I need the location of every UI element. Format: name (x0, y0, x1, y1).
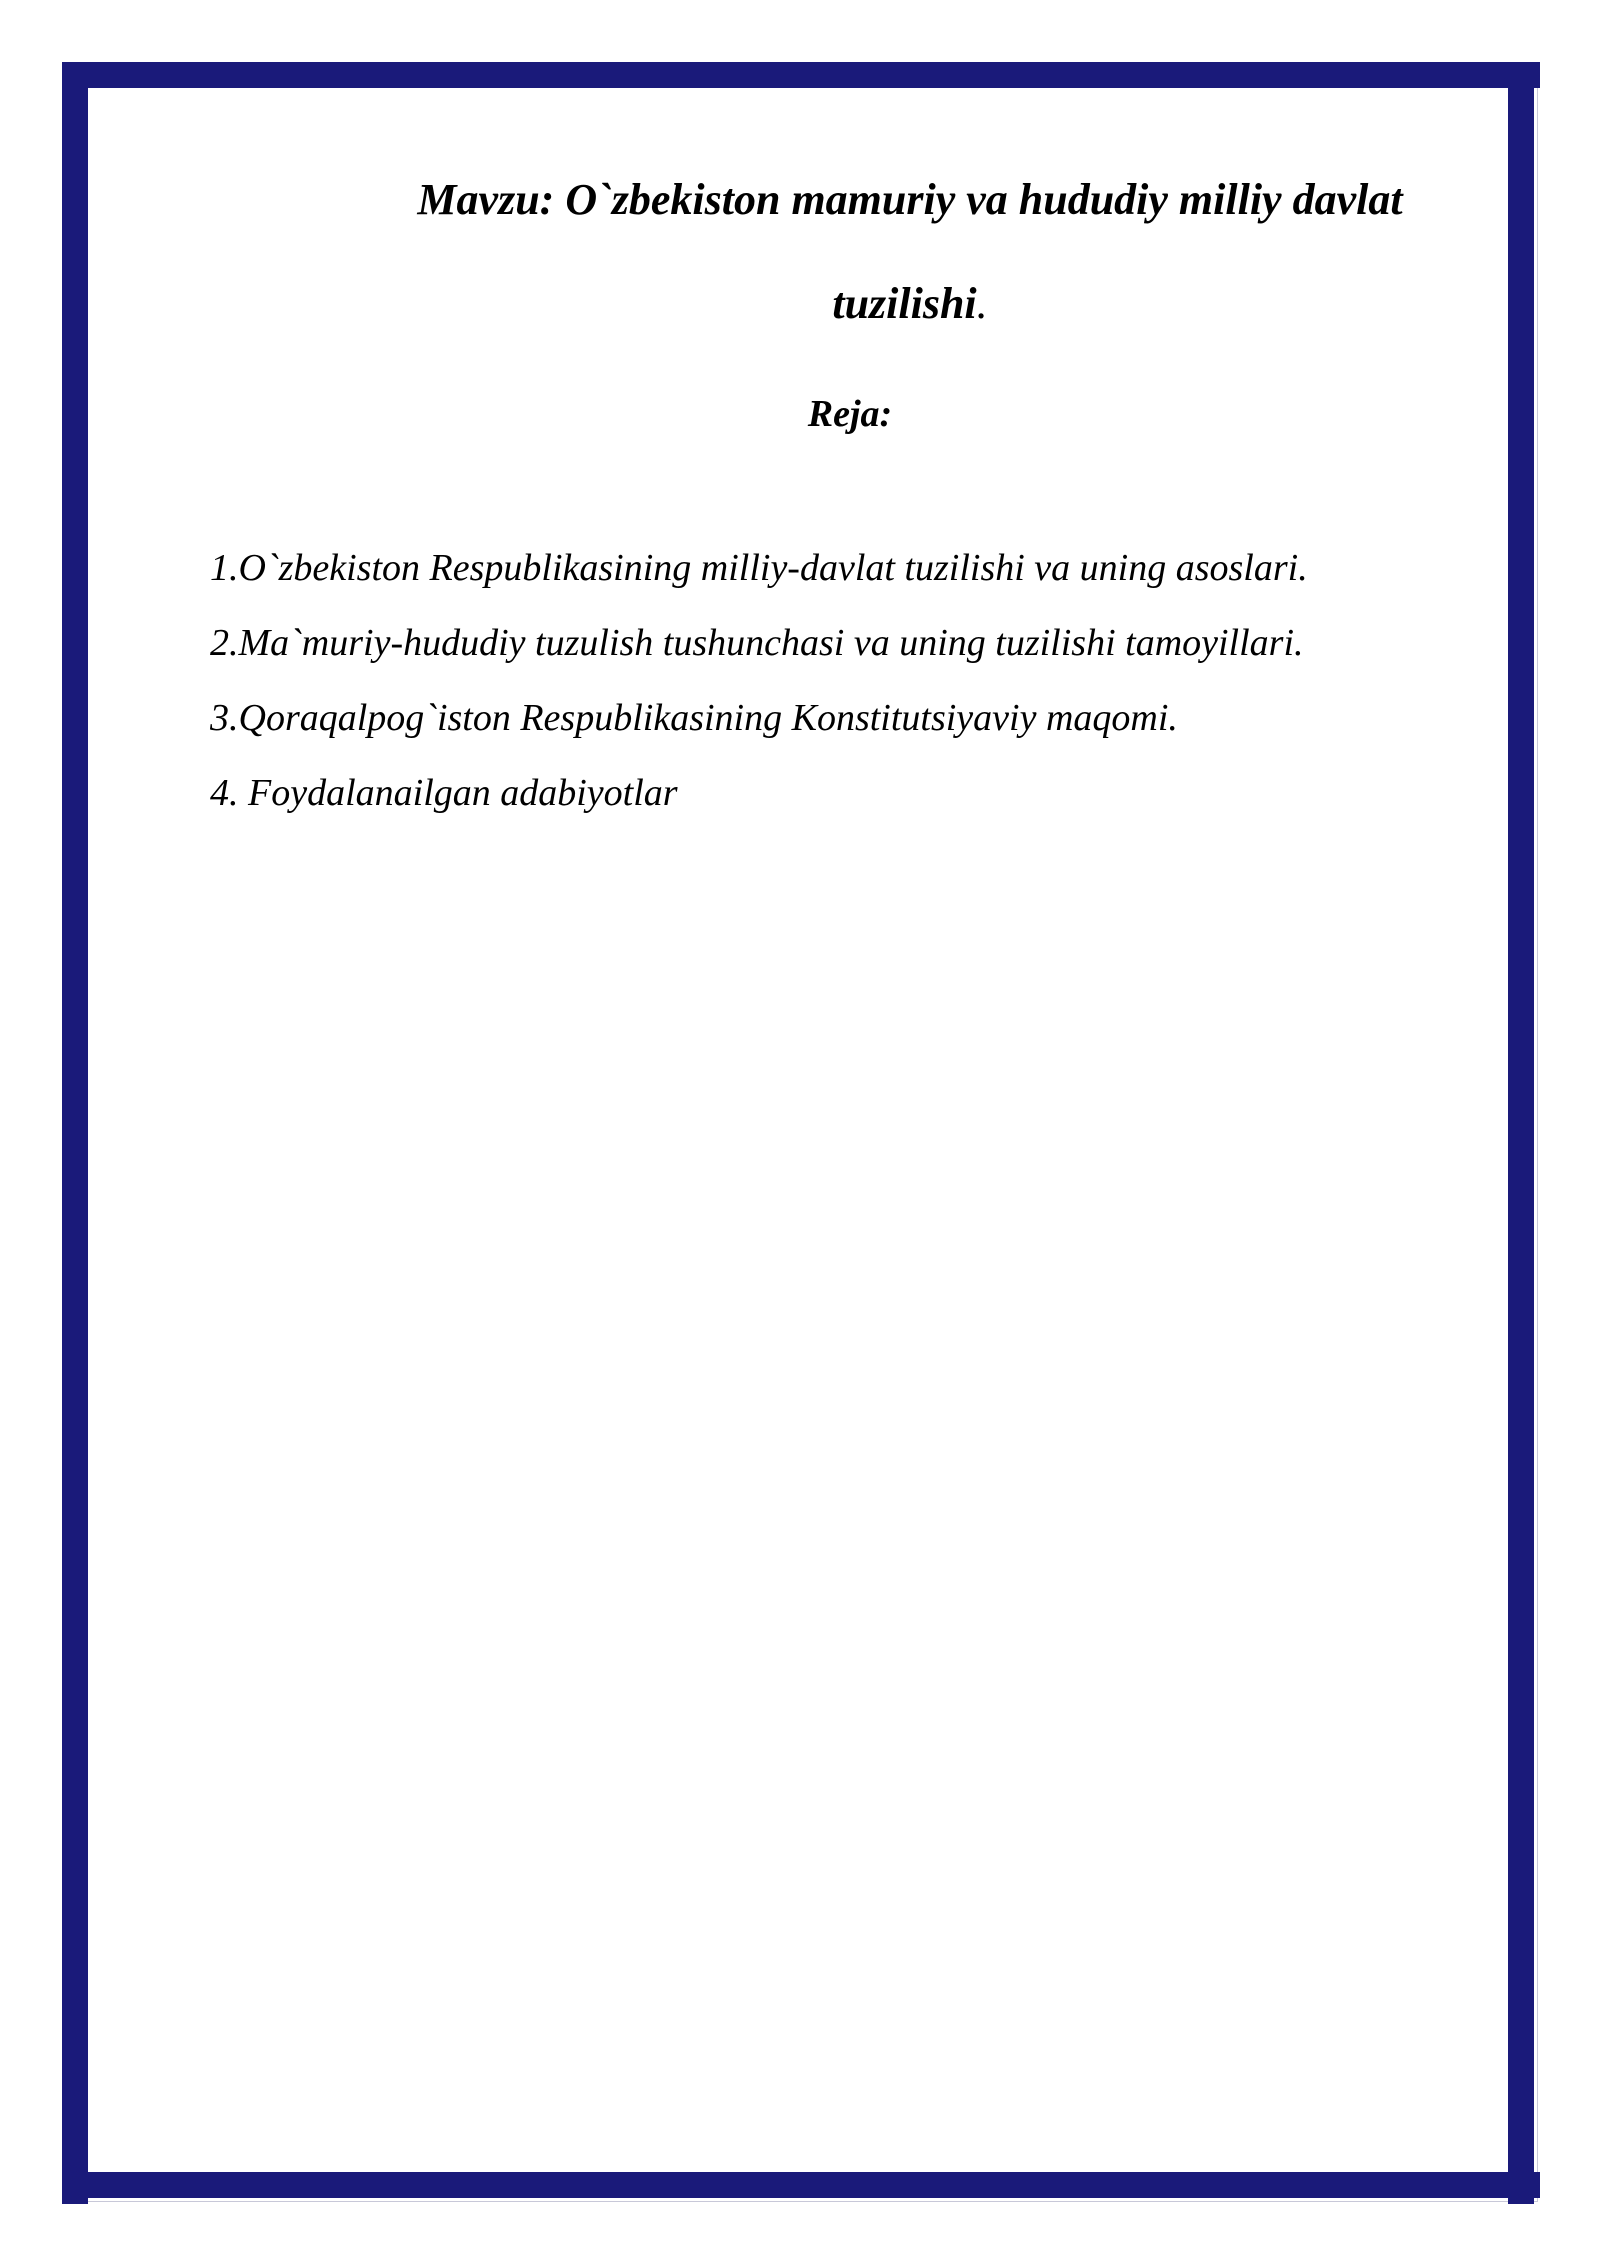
decorative-border-bottom (62, 2172, 1540, 2204)
decorative-border-left (62, 62, 94, 2204)
plan-item: 2.Ma`muriy-hududiy tuzulish tushunchasi va uning tuzilishi tamoyillari. (210, 622, 1304, 664)
plan-heading: Reja: (807, 393, 893, 435)
title-line-2 (340, 252, 1480, 356)
decorative-border-right (1508, 62, 1540, 2204)
decorative-border-top (62, 62, 1540, 94)
plan-item: 1.O`zbekiston Respublikasining milliy-davlat tuzilishi va uning asoslari. (210, 547, 1308, 589)
document-title (340, 148, 1480, 356)
plan-item: 3.Qoraqalpog`iston Respublikasining Konstitutsiyaviy maqomi. (210, 697, 1178, 739)
plan-item: 4. Foydalanailgan adabiyotlar (210, 772, 678, 814)
title-continuation: tuzilishi (832, 279, 977, 328)
plan-list (210, 538, 1500, 838)
title-period: . (976, 279, 988, 328)
title-line-1: Mavzu: O`zbekiston mamuriy va hududiy milliy davlat (417, 175, 1403, 224)
page-border-frame (62, 62, 1538, 2202)
